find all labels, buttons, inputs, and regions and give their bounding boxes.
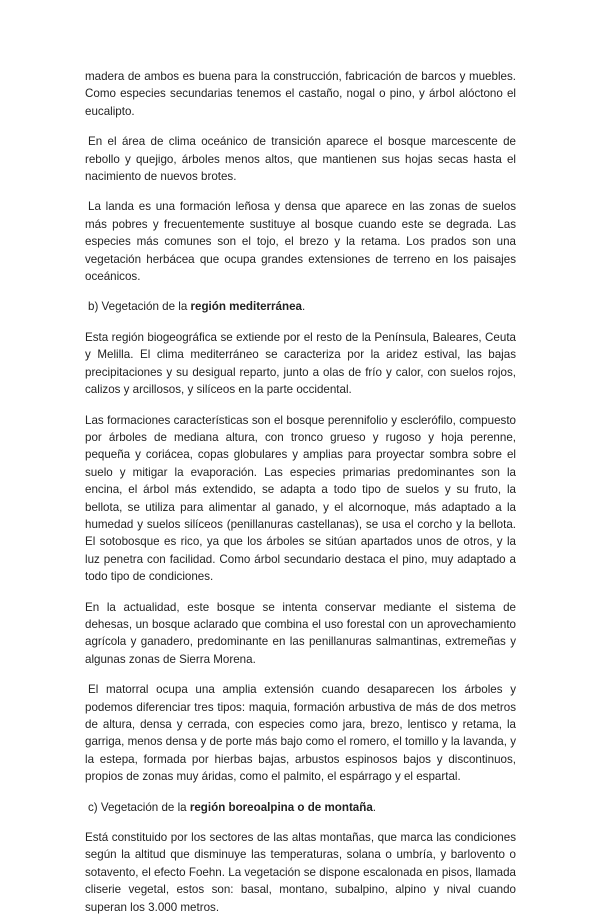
paragraph-mountain-region: Está constituido por los sectores de las altas montañas, que marca las condiciones según la altitud que disminuye las temperaturas, solana o umbría, y barlovento o sotavento, el efecto Foehn. La vegetación se dispone escalonada en pisos, llamada cliserie vegetal, estos son: basal, montano, subalpino, alpino y nival cuando superan los 3.000 metros. <box>85 831 516 914</box>
heading-boreoalpine-prefix: c) Vegetación de la <box>88 800 190 814</box>
paragraph-matorral: El matorral ocupa una amplia extensión cuando desaparecen los árboles y podemos diferenciar tres tipos: maquia, formación arbustiva de más de dos metros de altura, densa y cerrada, con especies como jara, brezo, lentisco y retama, la garriga, menos densa y de porte más bajo como el romero, el tomillo y la lavanda, y la estepa, formada por hierbas bajas, arbustos espinosos bajos y discontinuos, propios de zonas muy áridas, como el palmito, el espárrago y el espartal. <box>85 683 516 784</box>
heading-mediterranean-bold: región mediterránea <box>190 300 302 314</box>
paragraph-mediterranean-formations: Las formaciones características son el bosque perennifolio y esclerófilo, compuesto por árboles de mediana altura, con tronco grueso y rugoso y hoja perenne, pequeña y coriácea, copas globulares y amplias para proyectar sombra sobre el suelo y mitigar la evaporación. Las especies primarias predominantes son la encina, el árbol más extendido, se adapta a todo tipo de suelos y su fruto, la bellota, se utiliza para alimentar al ganado, y el alcornoque, más adaptado a la humedad y suelos silíceos (penillanuras castellanas), se usa el corcho y la bellota. El sotobosque es rico, ya que los árboles se sitúan apartados unos de otros, y la luz penetra con facilidad. Como árbol secundario destaca el pino, muy adaptado a todo tipo de condiciones. <box>85 413 516 584</box>
heading-boreoalpine <box>85 799 516 816</box>
paragraph-mediterranean-region: Esta región biogeográfica se extiende por el resto de la Península, Baleares, Ceuta y Melilla. El clima mediterráneo se caracteriza por la aridez estival, las bajas precipitaciones y su desigual reparto, junto a olas de frío y calor, con suelos rojos, calizos y arcillosos, y silíceos en la parte occidental. <box>85 330 516 397</box>
paragraph-atlantic-wood: madera de ambos es buena para la construcción, fabricación de barcos y muebles. Como especies secundarias tenemos el castaño, nogal o pino, y árbol alóctono el eucalipto. <box>85 70 516 118</box>
heading-mediterranean-suffix: . <box>301 300 306 314</box>
heading-boreoalpine-bold: región boreoalpina o de montaña <box>189 800 373 814</box>
heading-mediterranean <box>85 298 516 315</box>
heading-boreoalpine-suffix: . <box>372 800 377 814</box>
heading-mediterranean-prefix: b) Vegetación de la <box>88 300 191 314</box>
paragraph-dehesas: En la actualidad, este bosque se intenta conservar mediante el sistema de dehesas, un bosque aclarado que combina el uso forestal con un aprovechamiento agrícola y ganadero, predominante en las penillanuras salmantinas, extremeñas y algunas zonas de Sierra Morena. <box>85 600 516 666</box>
paragraph-landa: La landa es una formación leñosa y densa que aparece en las zonas de suelos más pobres y frecuentemente sustituye al bosque cuando este se degrada. Las especies más comunes son el tojo, el brezo y la retama. Los prados son una vegetación herbácea que ocupa grandes extensiones de terreno en los paisajes oceánicos. <box>85 200 516 284</box>
paragraph-marcescent-forest: En el área de clima oceánico de transición aparece el bosque marcescente de rebollo y quejigo, árboles menos altos, que mantienen sus hojas secas hasta el nacimiento de nuevos brotes. <box>85 135 516 184</box>
